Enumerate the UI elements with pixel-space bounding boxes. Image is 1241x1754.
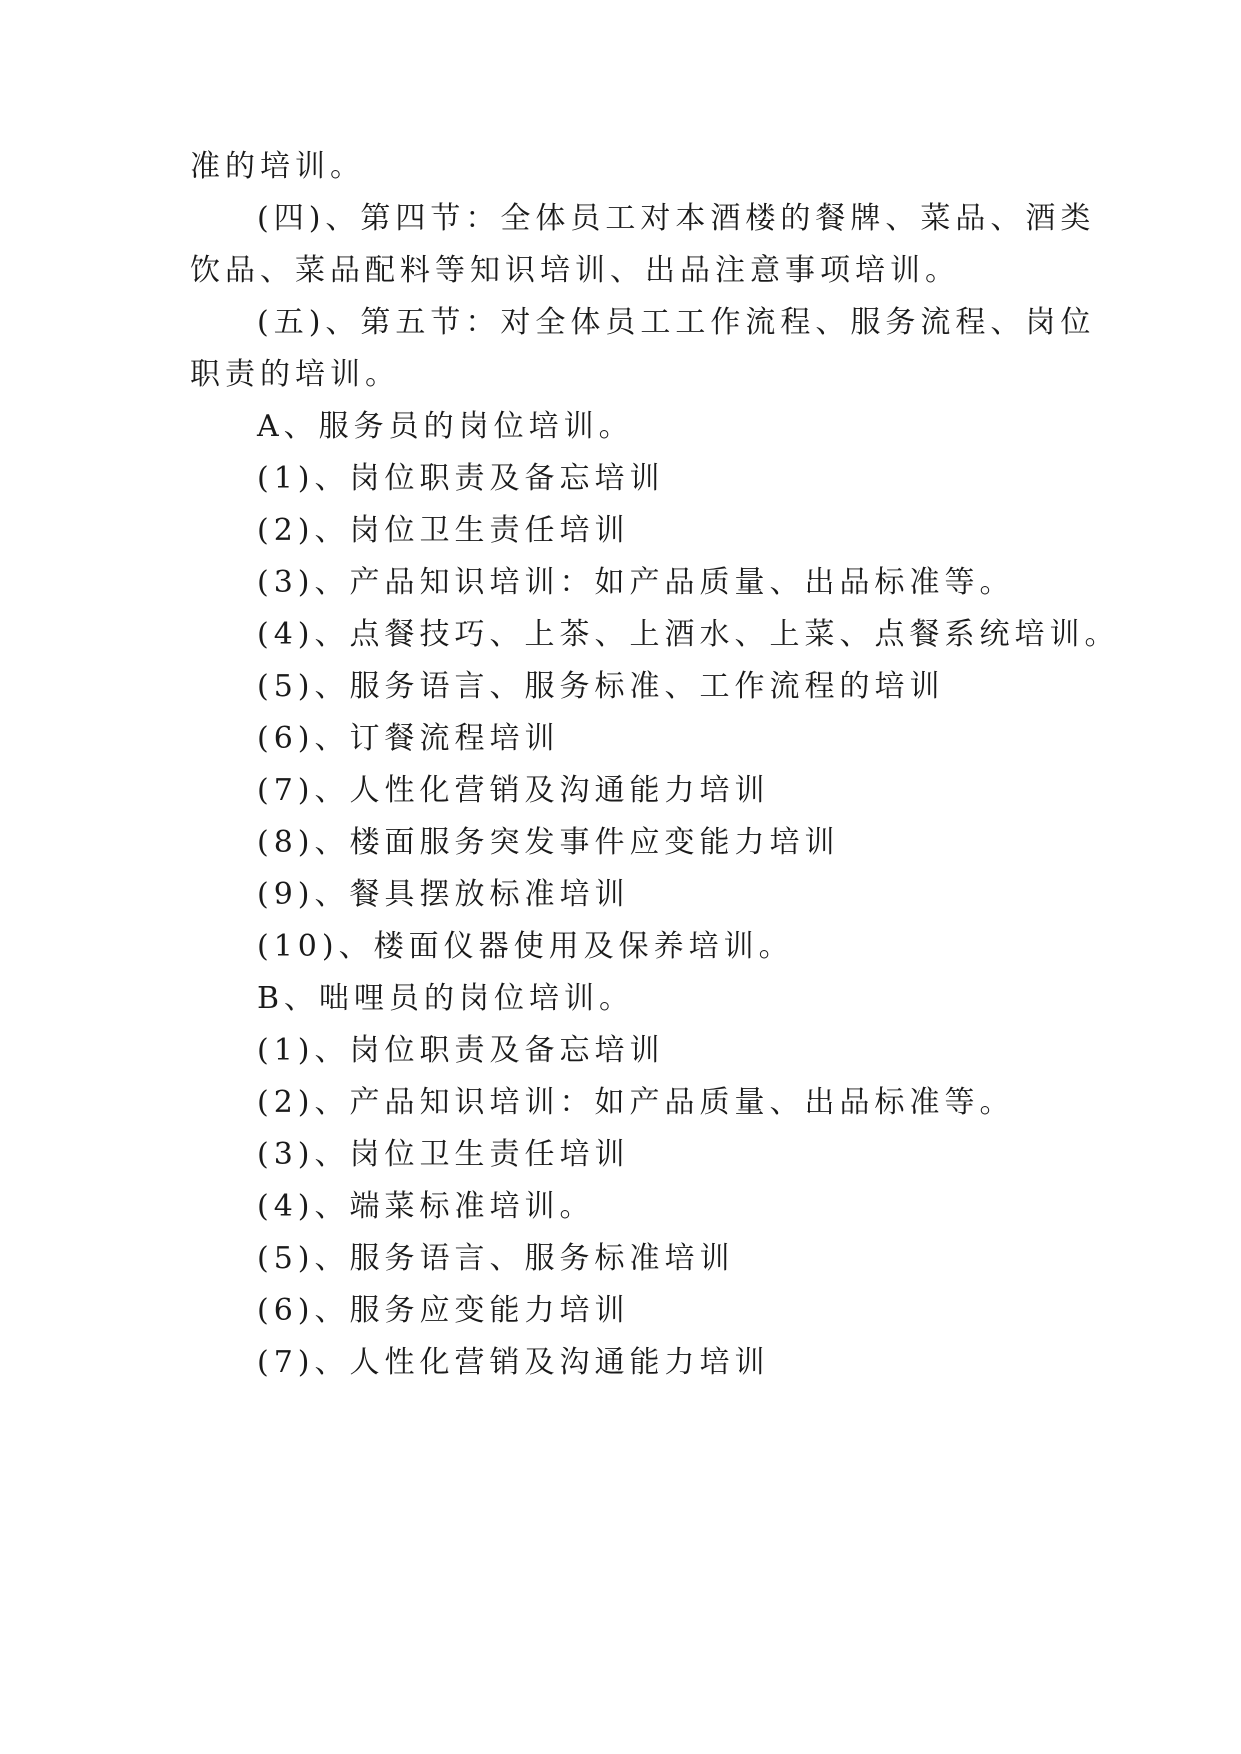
list-item: (8)、楼面服务突发事件应变能力培训 xyxy=(257,825,840,860)
list-item: (2)、产品知识培训：如产品质量、出品标准等。 xyxy=(257,1085,1015,1120)
list-item: (6)、订餐流程培训 xyxy=(257,721,560,756)
list-item: (4)、点餐技巧、上茶、上酒水、上菜、点餐系统培训。 xyxy=(257,617,1120,652)
list-item: (3)、产品知识培训：如产品质量、出品标准等。 xyxy=(257,565,1015,600)
list-item: (1)、岗位职责及备忘培训 xyxy=(257,1033,665,1068)
text-line: (五)、第五节：对全体员工工作流程、服务流程、岗位 xyxy=(257,305,1096,340)
text-line: A、服务员的岗位培训。 xyxy=(257,409,634,444)
list-item: (7)、人性化营销及沟通能力培训 xyxy=(257,773,770,808)
list-item: (3)、岗位卫生责任培训 xyxy=(257,1137,630,1172)
text-line: 职责的培训。 xyxy=(190,357,400,392)
text-line: 准的培训。 xyxy=(190,149,365,184)
list-item: (5)、服务语言、服务标准培训 xyxy=(257,1241,735,1276)
list-item: (7)、人性化营销及沟通能力培训 xyxy=(257,1345,770,1380)
list-item: (1)、岗位职责及备忘培训 xyxy=(257,461,665,496)
list-item: (10)、楼面仪器使用及保养培训。 xyxy=(257,929,794,964)
text-line: B、咄哩员的岗位培训。 xyxy=(257,981,635,1016)
text-line: (四)、第四节：全体员工对本酒楼的餐牌、菜品、酒类 xyxy=(257,201,1096,236)
list-item: (4)、端菜标准培训。 xyxy=(257,1189,595,1224)
text-line: 饮品、菜品配料等知识培训、出品注意事项培训。 xyxy=(190,253,960,288)
list-item: (5)、服务语言、服务标准、工作流程的培训 xyxy=(257,669,945,704)
list-item: (2)、岗位卫生责任培训 xyxy=(257,513,630,548)
list-item: (6)、服务应变能力培训 xyxy=(257,1293,630,1328)
list-item: (9)、餐具摆放标准培训 xyxy=(257,877,630,912)
